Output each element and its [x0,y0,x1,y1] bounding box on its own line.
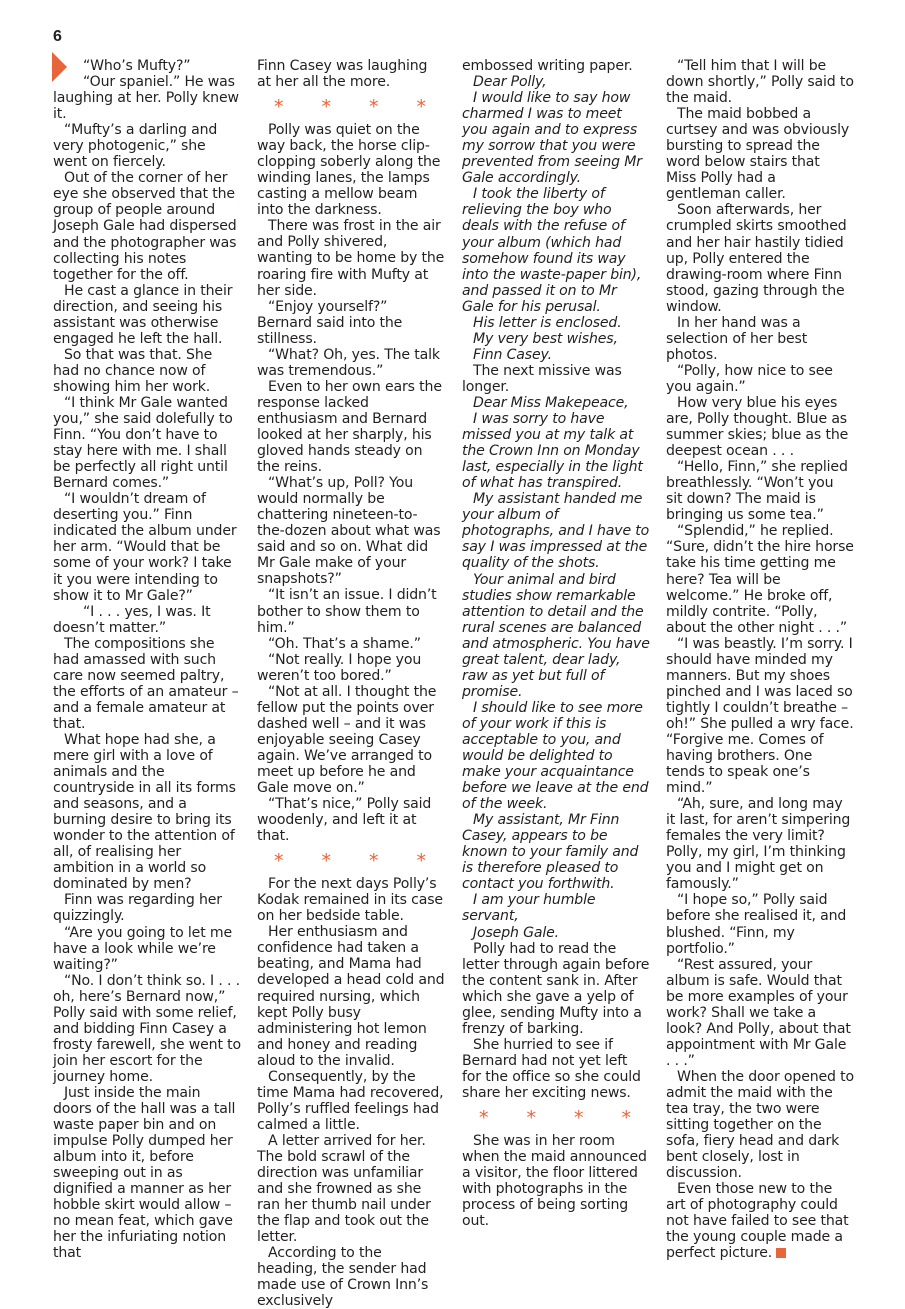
paragraph-text: “No. I don’t think so. I . . . oh, here’s Bernard now,” Polly said with some relief, and bidding Finn Casey a frosty farewell, she went to join her escort for the journey home. [53,972,242,1085]
paragraph-text: The compositions she had amassed with such care now seemed paltry, the efforts of an amateur – and a female amateur at that. [53,635,239,732]
paragraph [462,363,650,395]
paragraph-text: She hurried to see if Bernard had not yet left for the office so she could share her exciting news. [462,1036,641,1101]
paragraph [257,347,445,379]
paragraph [462,331,650,347]
paragraph [462,315,650,331]
paragraph-text: “Oh. That’s a shame.” [268,635,421,652]
paragraph [257,58,445,90]
paragraph-text: “What’s up, Poll? You would normally be chattering nineteen-to-the-dozen about what was said and so on. What did Mr Gale make of your snapshots?” [257,475,441,588]
paragraph [666,315,854,363]
paragraph-text: “What? Oh, yes. The talk was tremendous.” [257,346,440,379]
paragraph-text: When the door opened to admit the maid with the tea tray, the two were sitting together on the sofa, fiery head and dark bent closely, lost in discussion. [666,1068,854,1182]
paragraph [53,74,241,122]
page-number: 6 [53,28,62,45]
paragraph-text: Just inside the main doors of the hall was a tall waste paper bin and on impulse Polly dumped her album into it, before sweeping out in as dignified a manner as her hobble skirt would allow – no mean feat, which gave her the infuriating notion that [53,1085,236,1262]
paragraph-text: “I wouldn’t dream of deserting you.” Finn indicated the album under her arm. “Would that be some of your work? I take it you were intending to show it to Mr Gale?” [53,491,237,604]
section-break-stars: * * * * [273,96,443,119]
paragraph-text: I took the liberty of relieving the boy who deals with the refuse of your album (which had somehow found its way into the waste-paper bin), and passed it on to Mr Gale for his perusal. [462,186,642,315]
paragraph [257,1245,445,1309]
paragraph [53,122,241,170]
paragraph [257,379,445,475]
paragraph-text: “It isn’t an issue. I didn’t bother to show them to him.” [257,587,437,636]
paragraph-text: Polly was quiet on the way back, the horse clip-clopping soberly along the winding lanes, the lamps casting a mellow beam into the darkness. [257,122,441,219]
paragraph-text: “That’s nice,” Polly said woodenly, and left it at that. [257,796,432,845]
paragraph-text: “I was beastly. I’m sorry. I should have minded my manners. But my shoes pinched and I was laced so tightly I couldn’t breathe – oh!” She pulled a wry face. “Forgive me. Comes of having brothers. One tends to speak one’s mind.” [666,635,854,797]
paragraph-text: I would like to say how charmed I was to meet you again and to express my sorrow that you were prevented from seeing Mr Gale accordingly. [462,90,642,187]
paragraph-text: “Hello, Finn,” she replied breathlessly. “Won’t you sit down? The maid is bringing us some tea.” [666,459,848,524]
paragraph-text: Even to her own ears the response lacked enthusiasm and Bernard looked at her sharply, his gloved hands steady on the reins. [257,378,442,476]
paragraph [666,1069,854,1181]
paragraph [53,732,241,892]
paragraph-text: He cast a glance in their direction, and seeing his assistant was otherwise engaged he left the hall. [53,282,233,347]
paragraph [53,491,241,603]
paragraph [53,283,241,347]
paragraph-text: Out of the corner of her eye she observed that the group of people around Joseph Gale had dispersed and the photographer was collecting his notes together for the off. [53,170,237,283]
paragraph-text: What hope had she, a mere girl with a love of animals and the countryside in all its forms and seasons, and a burning desire to bring its wonder to the attention of all, of realising her ambition in a world so dominated by men? [53,731,236,893]
paragraph [53,1085,241,1262]
paragraph [53,636,241,732]
paragraph [257,475,445,587]
paragraph [462,925,650,941]
paragraph [53,347,241,395]
paragraph-text: Joseph Gale. [473,924,559,941]
paragraph [666,957,854,1069]
paragraph-text: Dear Miss Makepeace, [473,394,629,411]
paragraph-text: “I hope so,” Polly said before she realised it, and blushed. “Finn, my portfolio.” [666,892,847,957]
paragraph-text: “Ah, sure, and long may it last, for aren’t simpering females the very limit? Polly, my girl, I’m thinking you and I might get on famously.” [666,796,851,893]
paragraph-text: In her hand was a selection of her best photos. [666,314,808,363]
paragraph-text: A letter arrived for her. The bold scrawl of the direction was unfamiliar and she frowned as she ran her thumb nail under the flap and took out the letter. [257,1132,431,1246]
paragraph-text: “I think Mr Gale wanted you,” she said dolefully to Finn. “You don’t have to stay here with me. I shall be perfectly all right until Bernard comes.” [53,394,233,492]
paragraph [257,636,445,652]
paragraph-text: embossed writing paper. [462,58,633,74]
paragraph-text: My very best wishes, [473,330,618,347]
paragraph [666,892,854,956]
paragraph [257,1069,445,1133]
paragraph [53,604,241,636]
paragraph-text: “Polly, how nice to see you again.” [666,362,833,395]
paragraph-text: Finn Casey. [473,346,552,363]
paragraph [462,186,650,314]
paragraph-text: “Mufty’s a darling and very photogenic,” she went on fiercely. [53,122,218,171]
paragraph [462,395,650,411]
paragraph [257,876,445,924]
paragraph-text: “Tell him that I will be down shortly,” Polly said to the maid. [666,58,854,107]
paragraph-text: Her enthusiasm and confidence had taken a beating, and Mama had developed a head cold and required nursing, which kept Polly busy administering hot lemon and honey and reading aloud to the invalid. [257,924,445,1069]
text-column-2 [257,58,445,1309]
paragraph-text: “Who’s Mufty?” [83,58,191,74]
text-column-4 [666,58,854,1262]
paragraph-text: “Are you going to let me have a look while we’re waiting?” [53,924,233,973]
paragraph [462,1037,650,1101]
paragraph-text: According to the heading, the sender had made use of Crown Inn’s exclusively [257,1245,429,1309]
paragraph-text: How very blue his eyes are, Polly thought. Blue as summer skies; blue as the deepest ocean . . . [666,394,849,460]
paragraph [53,892,241,924]
paragraph-text: For the next days Polly’s Kodak remained in its case on her bedside table. [257,876,443,925]
paragraph [257,796,445,844]
text-column-1 [53,58,241,1262]
paragraph [666,363,854,395]
paragraph-text: “Not at all. I thought the fellow put the points over dashed well – and it was enjoyable seeing Casey again. We’ve arranged to meet up before he and Gale move on.” [257,683,437,797]
section-break-stars: * * * * [273,850,443,873]
paragraph-text: Dear Polly, [473,74,547,91]
text-column-3 [462,58,650,1229]
paragraph-text: His letter is enclosed. [473,314,622,331]
paragraph [53,58,241,74]
paragraph [462,411,650,491]
paragraph [462,347,650,363]
paragraph-text: Polly had to read the letter through again before the content sank in. After which she gave a yelp of glee, sending Mufty into a frenzy of barking. [462,940,650,1037]
paragraph [53,925,241,973]
paragraph-text: “Rest assured, your album is safe. Would that be more examples of your work? Shall we take a look? And Polly, about that appointment with Mr Gale . . .” [666,956,851,1069]
paragraph [666,106,854,202]
paragraph-text: I was sorry to have missed you at my talk at the Crown Inn on Monday last, especially in the light of what has transpired. [462,411,643,492]
paragraph [257,1133,445,1245]
paragraph-text: Finn was regarding her quizzingly. [53,892,222,925]
paragraph-text: Soon afterwards, her crumpled skirts smoothed and her hair hastily tidied up, Polly entered the drawing-room where Finn stood, gazing through the window. [666,202,847,315]
paragraph [257,218,445,298]
paragraph [257,924,445,1068]
paragraph [462,491,650,571]
paragraph [53,170,241,282]
paragraph [666,796,854,892]
paragraph [257,587,445,635]
paragraph [666,202,854,314]
paragraph [53,973,241,1085]
paragraph-text: So that was that. She had no chance now of showing him her work. [53,346,213,395]
paragraph [257,122,445,218]
paragraph-text: Even those new to the art of photography could not have failed to see that the young couple made a perfect picture. [666,1181,849,1262]
paragraph-text: “Our spaniel.” He was laughing at her. Polly knew it. [53,74,239,123]
paragraph [666,523,854,635]
paragraph-text: Your animal and bird studies show remarkable attention to detail and the rural scenes are balanced and atmospheric. You have great talent, dear lady, raw as yet but full of promise. [462,571,650,700]
end-of-story-marker [776,1248,786,1258]
paragraph [462,74,650,90]
paragraph-text: “I . . . yes, I was. It doesn’t matter.” [53,603,211,636]
paragraph-text: Consequently, by the time Mama had recovered, Polly’s ruffled feelings had calmed a little. [257,1068,444,1133]
paragraph [666,58,854,106]
paragraph [257,684,445,796]
paragraph-text: “Not really. I hope you weren’t too bored.” [257,651,422,684]
paragraph-text: “Enjoy yourself?” Bernard said into the stillness. [257,298,403,347]
paragraph [666,1181,854,1261]
paragraph [257,652,445,684]
paragraph [462,572,650,700]
paragraph-text: I should like to see more of your work if this is acceptable to you, and would be delighted to make your acquaintance before we leave at the end of the week. [462,699,649,813]
paragraph-text: My assistant handed me your album of photographs, and I have to say I was impressed at the quality of the shots. [462,491,650,572]
paragraph [462,58,650,74]
paragraph [666,459,854,523]
paragraph-text: She was in her room when the maid announced a visitor, the floor littered with photographs in the process of being sorting out. [462,1133,647,1230]
paragraph-text: “Splendid,” he replied. “Sure, didn’t the hire horse take his time getting me here? Tea will be welcome.” He broke off, mildly contrite. “Polly, about the other night . . .” [666,523,854,636]
section-break-stars: * * * * [478,1107,648,1130]
paragraph [666,395,854,459]
paragraph-text: There was frost in the air and Polly shivered, wanting to be home by the roaring fire with Mufty at her side. [257,218,445,299]
paragraph [462,812,650,892]
paragraph [666,636,854,796]
paragraph [462,700,650,812]
paragraph [462,941,650,1037]
paragraph [257,299,445,347]
paragraph-text: I am your humble servant, [462,892,596,925]
paragraph-text: The maid bobbed a curtsey and was obviously bursting to spread the word below stairs that Miss Polly had a gentleman caller. [666,106,850,203]
paragraph [462,1133,650,1229]
paragraph [462,90,650,186]
paragraph [53,395,241,491]
paragraph-text: The next missive was longer. [462,362,622,395]
paragraph [462,892,650,924]
paragraph-text: My assistant, Mr Finn Casey, appears to be known to your family and is therefore pleased to contact you forthwith. [462,812,639,893]
paragraph-text: Finn Casey was laughing at her all the more. [257,58,428,91]
